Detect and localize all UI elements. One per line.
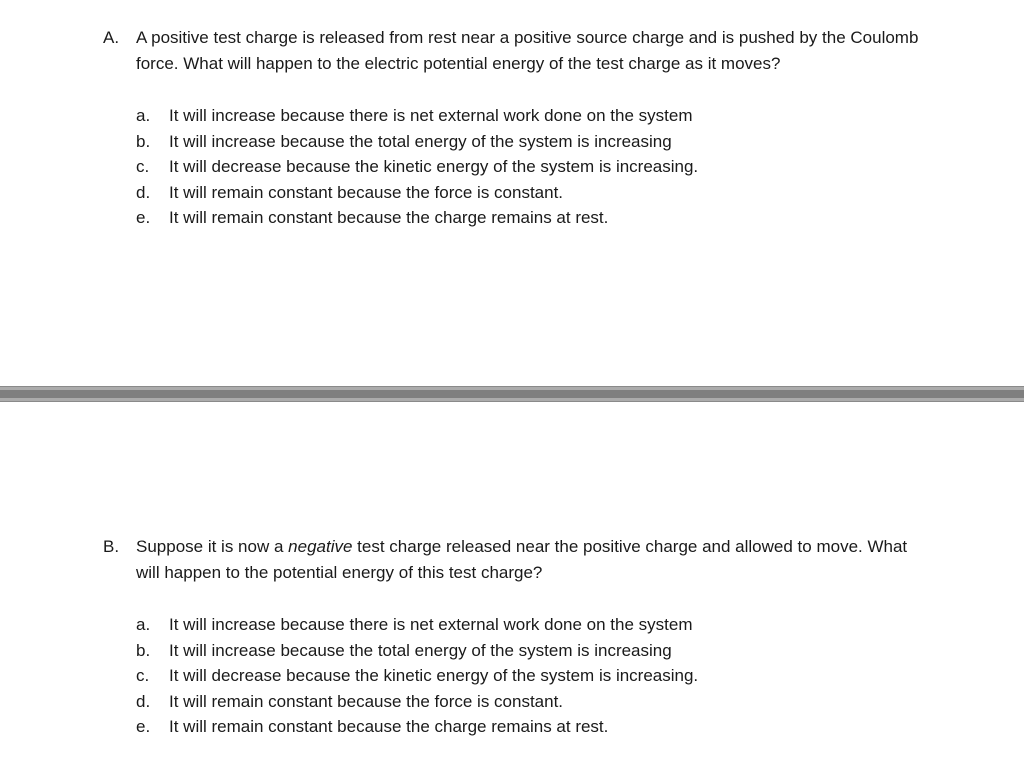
option-text: It will increase because the total energy of the system is increasing — [169, 131, 672, 151]
option-text: It will decrease because the kinetic energy of the system is increasing. — [169, 157, 699, 176]
question-a-option-a — [136, 103, 916, 129]
option-letter: c. — [136, 666, 150, 685]
option-letter: b. — [136, 131, 151, 151]
option-text: It will decrease because the kinetic energy of the system is increasing. — [169, 666, 699, 685]
page-break-divider — [0, 386, 1024, 402]
option-text: It will remain constant because the charge remains at rest. — [169, 208, 609, 227]
option-letter: e. — [136, 208, 151, 227]
question-b-option-a — [136, 612, 916, 638]
question-b-text-before: Suppose it is now a — [136, 537, 289, 556]
option-text: It will increase because the total energy of the system is increasing — [169, 640, 672, 660]
option-letter: d. — [136, 182, 151, 202]
question-b-label: B. — [103, 537, 120, 556]
question-a-text: A positive test charge is released from rest near a positive source charge and is pushed by the Coulomb force. What will happen to the electric potential energy of the test charge as it moves? — [136, 28, 919, 73]
option-text: It will increase because there is net external work done on the system — [169, 106, 693, 125]
question-b-text-emphasis: negative — [288, 537, 353, 556]
question-b-text-after: test charge released near the positive charge and allowed to move. What will happen to the potential energy of this test charge? — [136, 537, 908, 582]
question-b-option-b — [136, 638, 916, 664]
option-text: It will remain constant because the charge remains at rest. — [169, 717, 609, 736]
option-letter: e. — [136, 717, 151, 736]
question-a-option-c — [136, 154, 916, 180]
question-a-option-e — [136, 205, 916, 231]
question-a-options — [136, 103, 916, 231]
page-break-bar — [0, 390, 1024, 398]
option-letter: b. — [136, 640, 151, 660]
question-b-text — [136, 534, 923, 586]
option-text: It will remain constant because the force is constant. — [169, 691, 564, 711]
option-letter: a. — [136, 615, 151, 634]
question-a-option-d — [136, 180, 916, 206]
option-letter: a. — [136, 106, 151, 125]
question-b-options — [136, 612, 916, 740]
question-b-option-c — [136, 663, 916, 689]
page-section-b — [0, 402, 1024, 768]
option-letter: c. — [136, 157, 150, 176]
question-a-option-b — [136, 129, 916, 155]
question-b-option-d — [136, 689, 916, 715]
question-a-label: A. — [103, 28, 120, 47]
option-letter: d. — [136, 691, 151, 711]
option-text: It will increase because there is net external work done on the system — [169, 615, 693, 634]
question-a — [103, 25, 923, 77]
question-b-option-e — [136, 714, 916, 740]
question-b — [103, 534, 923, 586]
option-text: It will remain constant because the force is constant. — [169, 182, 564, 202]
